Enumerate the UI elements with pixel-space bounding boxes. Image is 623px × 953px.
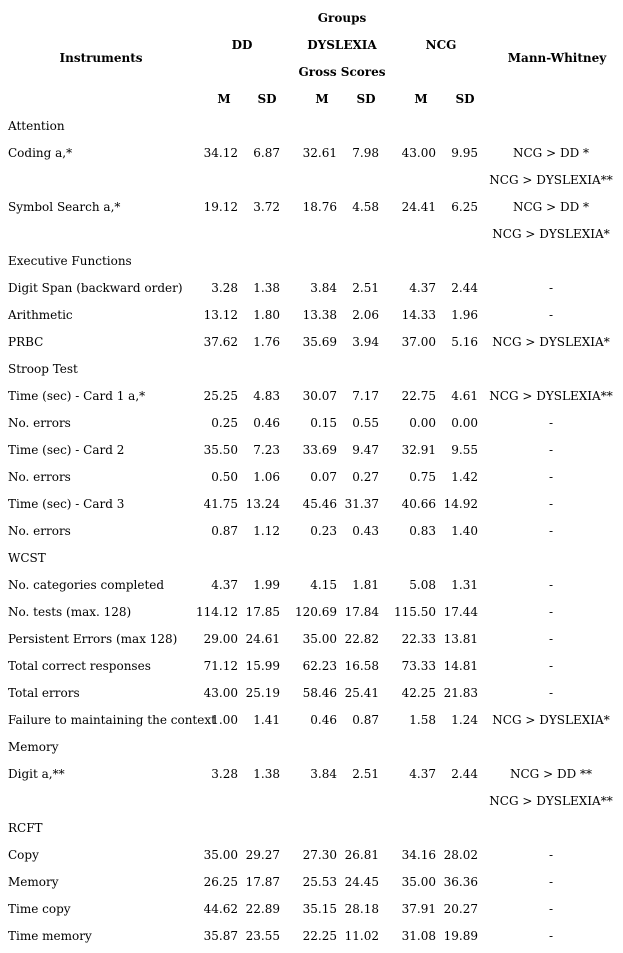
mann-whitney-cell: NCG > DYSLEXIA* — [492, 335, 610, 349]
dd-sd-cell: 17.85 — [245, 605, 280, 619]
ncg-sd-cell: 1.31 — [451, 578, 478, 592]
dd-m-cell: 3.28 — [211, 281, 238, 295]
groups-header: Groups — [317, 11, 367, 25]
dd-m-cell: 26.25 — [203, 875, 238, 889]
dd-m-cell: 37.62 — [203, 335, 238, 349]
row-label: Time copy — [8, 902, 71, 916]
ncg-m-cell: 1.58 — [409, 713, 436, 727]
ncg-sd-cell: 0.00 — [451, 416, 478, 430]
row-label: PRBC — [8, 335, 44, 349]
ncg-m-cell: 5.08 — [409, 578, 436, 592]
dyslexia-m-cell: 18.76 — [302, 200, 337, 214]
dyslexia-sd-cell: 4.58 — [352, 200, 379, 214]
mann-whitney-cell: - — [548, 902, 554, 916]
dd-m-cell: 0.87 — [211, 524, 238, 538]
dd-m-cell: 71.12 — [203, 659, 238, 673]
dyslexia-m-cell: 120.69 — [295, 605, 337, 619]
mann-whitney-cell: NCG > DYSLEXIA* — [492, 227, 610, 241]
dyslexia-m-cell: 4.15 — [310, 578, 337, 592]
instruments-header: Instruments — [59, 51, 143, 65]
row-label: Time (sec) - Card 1 a,* — [8, 389, 146, 403]
ncg-m-cell: 42.25 — [401, 686, 436, 700]
dd-m-cell: 35.50 — [203, 443, 238, 457]
dd-m-cell: 25.25 — [203, 389, 238, 403]
section-label: Memory — [8, 740, 59, 754]
dyslexia-m-cell: 3.84 — [310, 767, 337, 781]
dyslexia-m-cell: 0.15 — [310, 416, 337, 430]
ncg-sd-cell: 28.02 — [443, 848, 478, 862]
dyslexia-sd-cell: 3.94 — [352, 335, 379, 349]
ncg-sd-cell: 14.81 — [443, 659, 478, 673]
dyslexia-sd-cell: 2.06 — [352, 308, 379, 322]
mann-whitney-cell: - — [548, 659, 554, 673]
mann-whitney-cell: - — [548, 875, 554, 889]
dd-sd-cell: 17.87 — [245, 875, 280, 889]
ncg-m-cell: 22.33 — [401, 632, 436, 646]
dyslexia-m-cell: 45.46 — [302, 497, 337, 511]
dyslexia-sd-cell: 0.27 — [352, 470, 379, 484]
mann-whitney-cell: - — [548, 929, 554, 943]
dyslexia-sd-cell: 9.47 — [352, 443, 379, 457]
mann-whitney-cell: NCG > DD * — [512, 146, 590, 160]
dd-sd-cell: 1.76 — [253, 335, 280, 349]
row-label: Failure to maintaining the context — [8, 713, 216, 727]
ncg-sd-cell: 21.83 — [443, 686, 478, 700]
mann-whitney-cell: - — [548, 578, 554, 592]
row-label: No. tests (max. 128) — [8, 605, 132, 619]
ncg-m-cell: 4.37 — [409, 281, 436, 295]
mann-whitney-cell: NCG > DYSLEXIA** — [489, 389, 613, 403]
row-label: No. categories completed — [8, 578, 165, 592]
dyslexia-m-cell: 27.30 — [302, 848, 337, 862]
dyslexia-m-cell: 13.38 — [302, 308, 337, 322]
ncg-sd-cell: 9.95 — [451, 146, 478, 160]
dyslexia-sd-cell: 0.87 — [352, 713, 379, 727]
dyslexia-sd-cell: 2.51 — [352, 767, 379, 781]
ncg-m-cell: 40.66 — [401, 497, 436, 511]
ncg-sd-cell: 6.25 — [451, 200, 478, 214]
ncg-m-cell: 22.75 — [401, 389, 436, 403]
ncg-m-cell: 14.33 — [401, 308, 436, 322]
dyslexia-sd-cell: 7.98 — [352, 146, 379, 160]
dyslexia-sd-cell: 2.51 — [352, 281, 379, 295]
ncg-sd-cell: 9.55 — [451, 443, 478, 457]
ncg-m-cell: 34.16 — [401, 848, 436, 862]
dyslexia-sd-cell: 0.55 — [352, 416, 379, 430]
ncg-sd-cell: 2.44 — [451, 767, 478, 781]
dyslexia-m-cell: 30.07 — [302, 389, 337, 403]
mann-whitney-cell: NCG > DD ** — [509, 767, 593, 781]
section-label: Attention — [8, 119, 65, 133]
dyslexia-sd-cell: 1.81 — [352, 578, 379, 592]
dd-m-cell: 35.00 — [203, 848, 238, 862]
dd-m-cell: 44.62 — [203, 902, 238, 916]
dyslexia-m-cell: 58.46 — [302, 686, 337, 700]
row-label: Total errors — [8, 686, 80, 700]
ncg-sd-cell: 1.42 — [451, 470, 478, 484]
dd-m-cell: 43.00 — [203, 686, 238, 700]
dd-m-cell: 0.50 — [211, 470, 238, 484]
ncg-sd-cell: 2.44 — [451, 281, 478, 295]
mann-whitney-cell: - — [548, 497, 554, 511]
dd-sd-cell: 23.55 — [245, 929, 280, 943]
dd-sd-cell: 29.27 — [245, 848, 280, 862]
dd-sd-cell: 4.83 — [253, 389, 280, 403]
mann-whitney-cell: - — [548, 281, 554, 295]
section-label: WCST — [8, 551, 46, 565]
dd-sd-cell: 1.12 — [253, 524, 280, 538]
dyslexia-m-cell: 3.84 — [310, 281, 337, 295]
dyslexia-sd-cell: 0.43 — [352, 524, 379, 538]
mann-whitney-cell: - — [548, 605, 554, 619]
ncg-m-cell: 24.41 — [401, 200, 436, 214]
ncg-sd-cell: 20.27 — [443, 902, 478, 916]
dyslexia-sd-cell: 25.41 — [344, 686, 379, 700]
row-label: Total correct responses — [8, 659, 151, 673]
ncg-m-cell: 37.91 — [401, 902, 436, 916]
mann-whitney-cell: NCG > DYSLEXIA** — [489, 794, 613, 808]
row-label: Coding a,* — [8, 146, 73, 160]
ncg-sd-cell: 13.81 — [443, 632, 478, 646]
dd-sd-header: SD — [257, 92, 277, 106]
ncg-m-cell: 43.00 — [401, 146, 436, 160]
ncg-m-cell: 37.00 — [401, 335, 436, 349]
dd-m-cell: 35.87 — [203, 929, 238, 943]
dyslexia-sd-cell: 31.37 — [344, 497, 379, 511]
dyslexia-sd-cell: 16.58 — [344, 659, 379, 673]
dyslexia-m-cell: 25.53 — [302, 875, 337, 889]
row-label: Memory — [8, 875, 59, 889]
mann-whitney-cell: - — [548, 632, 554, 646]
ncg-m-cell: 0.00 — [409, 416, 436, 430]
ncg-sd-cell: 1.40 — [451, 524, 478, 538]
dyslexia-sd-cell: 24.45 — [344, 875, 379, 889]
dyslexia-m-cell: 0.07 — [310, 470, 337, 484]
dyslexia-m-cell: 22.25 — [302, 929, 337, 943]
dyslexia-m-header: M — [315, 92, 329, 106]
row-label: Time (sec) - Card 3 — [8, 497, 125, 511]
dd-m-cell: 29.00 — [203, 632, 238, 646]
mann-whitney-cell: NCG > DYSLEXIA* — [492, 713, 610, 727]
dd-sd-cell: 1.99 — [253, 578, 280, 592]
row-label: Digit a,** — [8, 767, 65, 781]
dd-m-cell: 3.28 — [211, 767, 238, 781]
ncg-m-cell: 35.00 — [401, 875, 436, 889]
mann-whitney-cell: - — [548, 686, 554, 700]
ncg-sd-cell: 5.16 — [451, 335, 478, 349]
row-label: Copy — [8, 848, 39, 862]
dyslexia-m-cell: 35.00 — [302, 632, 337, 646]
row-label: No. errors — [8, 470, 71, 484]
dyslexia-sd-cell: 17.84 — [344, 605, 379, 619]
dyslexia-sd-cell: 22.82 — [344, 632, 379, 646]
dd-sd-cell: 1.80 — [253, 308, 280, 322]
dyslexia-header: DYSLEXIA — [307, 38, 377, 52]
dyslexia-sd-cell: 28.18 — [344, 902, 379, 916]
mann-whitney-cell: NCG > DD * — [512, 200, 590, 214]
dd-sd-cell: 22.89 — [245, 902, 280, 916]
ncg-sd-cell: 1.24 — [451, 713, 478, 727]
ncg-m-cell: 0.75 — [409, 470, 436, 484]
ncg-sd-cell: 19.89 — [443, 929, 478, 943]
dd-sd-cell: 15.99 — [245, 659, 280, 673]
mann-whitney-cell: - — [548, 416, 554, 430]
row-label: Digit Span (backward order) — [8, 281, 183, 295]
row-label: No. errors — [8, 416, 71, 430]
gross-scores-header: Gross Scores — [298, 65, 386, 79]
mann-whitney-cell: - — [548, 848, 554, 862]
mann-whitney-cell: - — [548, 524, 554, 538]
dyslexia-m-cell: 32.61 — [302, 146, 337, 160]
dd-m-header: M — [217, 92, 231, 106]
dd-m-cell: 13.12 — [203, 308, 238, 322]
dyslexia-m-cell: 0.23 — [310, 524, 337, 538]
mann-whitney-cell: NCG > DYSLEXIA** — [489, 173, 613, 187]
section-label: RCFT — [8, 821, 43, 835]
dyslexia-sd-cell: 7.17 — [352, 389, 379, 403]
dd-m-cell: 34.12 — [203, 146, 238, 160]
section-label: Executive Functions — [8, 254, 132, 268]
dd-m-cell: 19.12 — [203, 200, 238, 214]
ncg-sd-cell: 4.61 — [451, 389, 478, 403]
ncg-m-header: M — [414, 92, 428, 106]
ncg-m-cell: 73.33 — [401, 659, 436, 673]
dyslexia-sd-cell: 26.81 — [344, 848, 379, 862]
ncg-m-cell: 32.91 — [401, 443, 436, 457]
dd-m-cell: 1.00 — [211, 713, 238, 727]
dd-m-cell: 0.25 — [211, 416, 238, 430]
mann-whitney-cell: - — [548, 443, 554, 457]
dd-sd-cell: 6.87 — [253, 146, 280, 160]
ncg-m-cell: 0.83 — [409, 524, 436, 538]
dd-sd-cell: 0.46 — [253, 416, 280, 430]
dyslexia-m-cell: 35.69 — [302, 335, 337, 349]
row-label: Symbol Search a,* — [8, 200, 121, 214]
row-label: Time memory — [8, 929, 92, 943]
row-label: Arithmetic — [8, 308, 73, 322]
dd-sd-cell: 13.24 — [245, 497, 280, 511]
dd-m-cell: 114.12 — [196, 605, 238, 619]
dd-sd-cell: 7.23 — [253, 443, 280, 457]
row-label: No. errors — [8, 524, 71, 538]
ncg-sd-cell: 14.92 — [443, 497, 478, 511]
mann-whitney-header: Mann-Whitney — [507, 51, 607, 65]
ncg-sd-cell: 17.44 — [443, 605, 478, 619]
dd-sd-cell: 1.38 — [253, 767, 280, 781]
dyslexia-sd-header: SD — [356, 92, 376, 106]
dyslexia-m-cell: 33.69 — [302, 443, 337, 457]
dd-m-cell: 41.75 — [203, 497, 238, 511]
mann-whitney-cell: - — [548, 308, 554, 322]
ncg-sd-cell: 36.36 — [443, 875, 478, 889]
ncg-m-cell: 115.50 — [394, 605, 436, 619]
dyslexia-m-cell: 62.23 — [302, 659, 337, 673]
mann-whitney-cell: - — [548, 470, 554, 484]
dd-sd-cell: 1.41 — [253, 713, 280, 727]
ncg-header: NCG — [425, 38, 457, 52]
row-label: Time (sec) - Card 2 — [8, 443, 125, 457]
ncg-m-cell: 31.08 — [401, 929, 436, 943]
dd-sd-cell: 25.19 — [245, 686, 280, 700]
dd-m-cell: 4.37 — [211, 578, 238, 592]
ncg-sd-cell: 1.96 — [451, 308, 478, 322]
dd-header: DD — [231, 38, 253, 52]
dd-sd-cell: 24.61 — [245, 632, 280, 646]
dd-sd-cell: 1.38 — [253, 281, 280, 295]
dd-sd-cell: 1.06 — [253, 470, 280, 484]
row-label: Persistent Errors (max 128) — [8, 632, 178, 646]
ncg-m-cell: 4.37 — [409, 767, 436, 781]
section-label: Stroop Test — [8, 362, 78, 376]
dyslexia-m-cell: 35.15 — [302, 902, 337, 916]
dyslexia-m-cell: 0.46 — [310, 713, 337, 727]
dd-sd-cell: 3.72 — [253, 200, 280, 214]
ncg-sd-header: SD — [455, 92, 475, 106]
dyslexia-sd-cell: 11.02 — [344, 929, 379, 943]
